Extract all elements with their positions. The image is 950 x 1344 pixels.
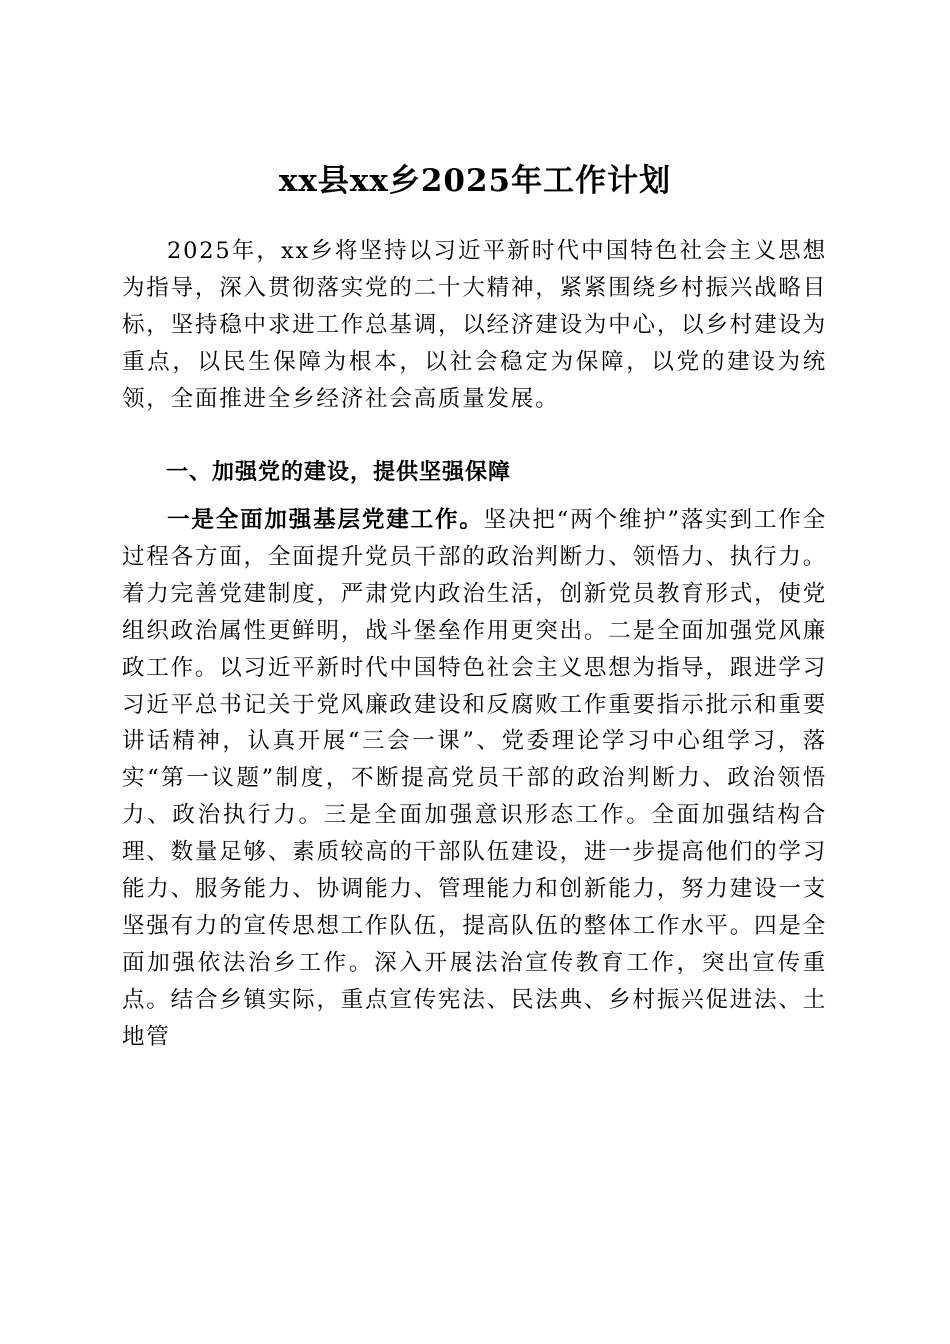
paragraph-body-text: 坚决把“两个维护”落实到工作全过程各方面，全面提升党员干部的政治判断力、领悟力、执行力。着力完善党建制度，严肃党内政治生活，创新党员教育形式，使党组织政治属性更鲜明，战斗堡垒作用更突出。二是全面加强党风廉政工作。以习近平新时代中国特色社会主义思想为指导，跟进学习习近平总书记关于党风廉政建设和反腐败工作重要指示批示和重要讲话精神，认真开展“三会一课”、党委理论学习中心组学习，落实“第一议题”制度，不断提高党员干部的政治判断力、政治领悟力、政治执行力。三是全面加强意识形态工作。全面加强结构合理、数量足够、素质较高的干部队伍建设，进一步提高他们的学习能力、服务能力、协调能力、管理能力和创新能力，努力建设一支坚强有力的宣传思想工作队伍，提高队伍的整体工作水平。四是全面加强依法治乡工作。深入开展法治宣传教育工作，突出宣传重点。结合乡镇实际，重点宣传宪法、民法典、乡村振兴促进法、土地管 bbox=[122, 507, 827, 1050]
paragraph-lead-text: 一是全面加强基层党建工作。 bbox=[167, 507, 484, 533]
section-heading-1: 一、加强党的建设，提供坚强保障 bbox=[166, 460, 512, 485]
section-1-paragraph bbox=[122, 502, 827, 1056]
intro-paragraph: 2025年，xx乡将坚持以习近平新时代中国特色社会主义思想为指导，深入贯彻落实党的二十大精神，紧紧围绕乡村振兴战略目标，坚持稳中求进工作总基调，以经济建设为中心，以乡村建设为重点，以民生保障为根本，以社会稳定为保障，以党的建设为统领，全面推进全乡经济社会高质量发展。 bbox=[122, 238, 827, 412]
document-title: xx县xx乡2025年工作计划 bbox=[278, 162, 672, 199]
